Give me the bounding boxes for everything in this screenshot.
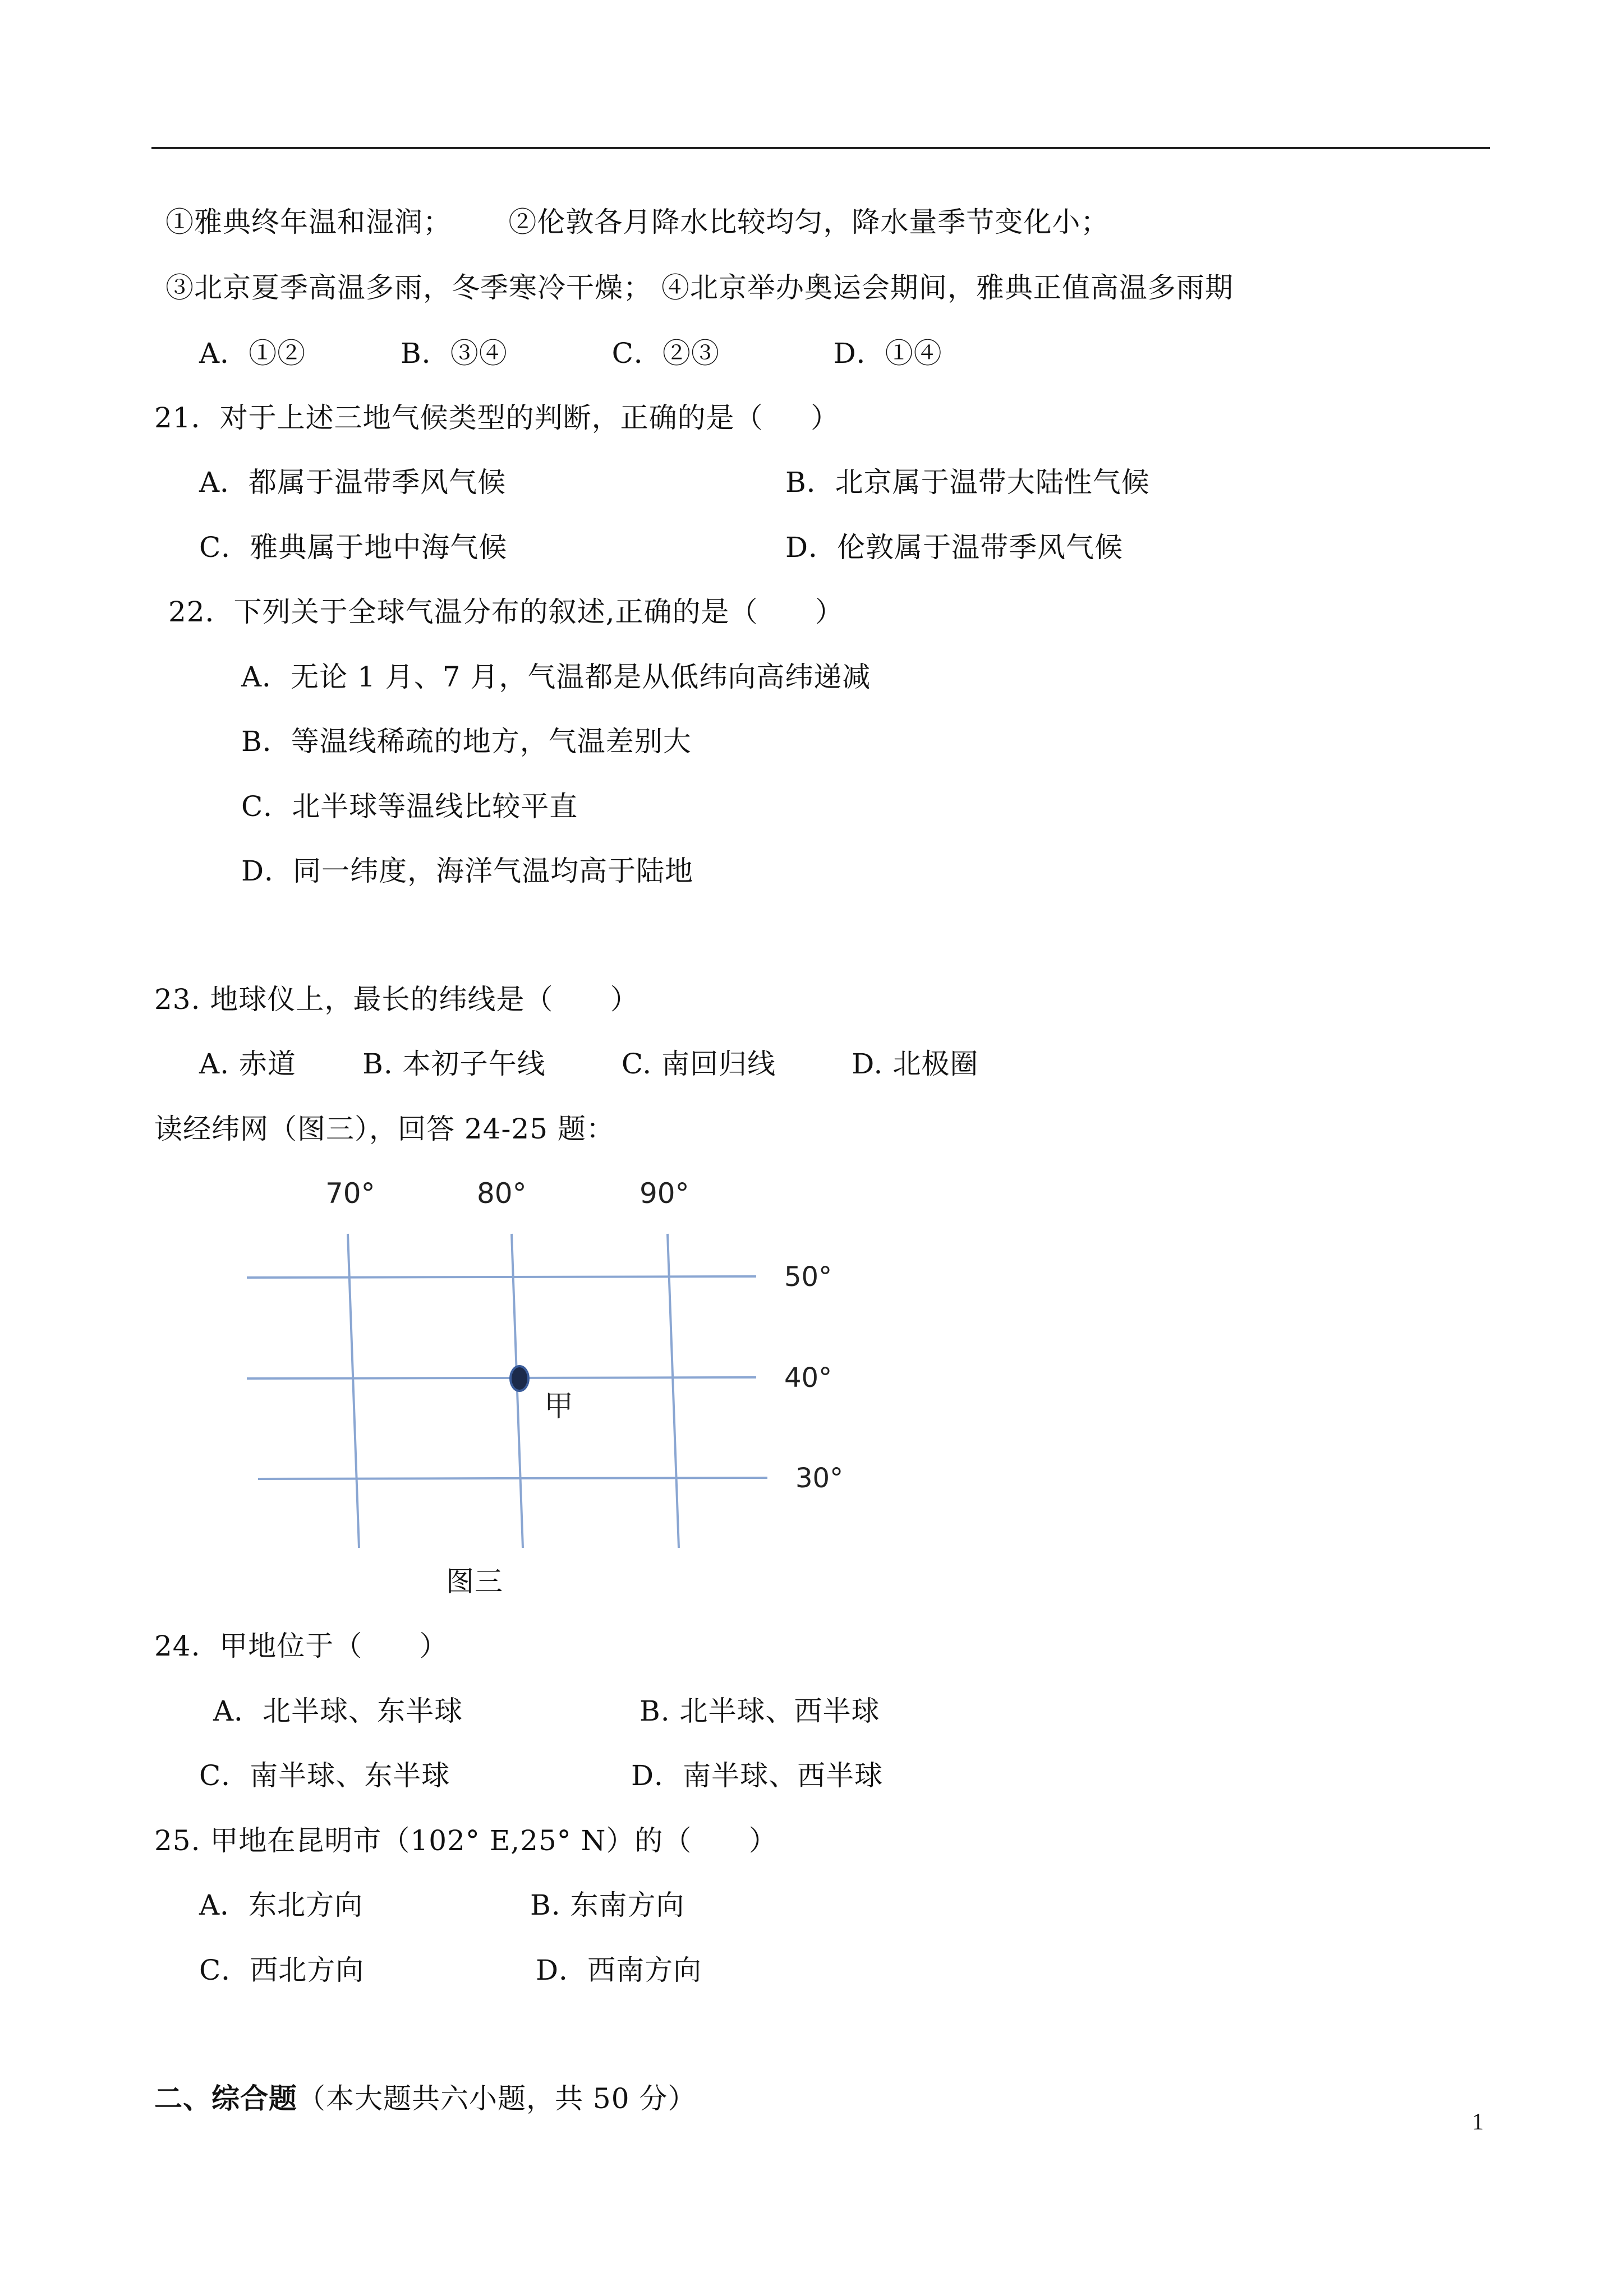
latitude-label-30: 30° bbox=[795, 1463, 844, 1494]
q25-option-a: A．东北方向 bbox=[199, 1889, 364, 1921]
q23-stem: 23. 地球仪上，最长的纬线是（ ） bbox=[154, 983, 639, 1016]
figure-caption: 图三 bbox=[446, 1565, 503, 1598]
q21-option-c: C．雅典属于地中海气候 bbox=[199, 531, 508, 564]
statement-line-1: ①雅典终年温和湿润； ②伦敦各月降水比较均匀，降水量季节变化小； bbox=[165, 206, 1110, 238]
point-jia-label: 甲 bbox=[544, 1390, 574, 1423]
q24-option-b: B. 北半球、西半球 bbox=[640, 1695, 880, 1727]
longitude-line-70 bbox=[348, 1234, 359, 1548]
q22-option-c: C．北半球等温线比较平直 bbox=[241, 790, 578, 823]
q22-stem: 22．下列关于全球气温分布的叙述,正确的是（ ） bbox=[168, 596, 844, 628]
statement-line-2: ③北京夏季高温多雨，冬季寒冷干燥； ④北京举办奥运会期间，雅典正值高温多雨期 bbox=[165, 271, 1234, 304]
q24-option-c: C．南半球、东半球 bbox=[199, 1759, 450, 1792]
header-rule bbox=[151, 147, 1490, 149]
longitude-line-90 bbox=[668, 1234, 679, 1548]
section-2-note: （本大题共六小题，共 50 分） bbox=[297, 2082, 697, 2115]
q21-option-a: A．都属于温带季风气候 bbox=[199, 466, 507, 499]
longitude-label-70: 70° bbox=[325, 1177, 375, 1210]
latitude-line-30 bbox=[258, 1478, 767, 1479]
latitude-label-40: 40° bbox=[784, 1362, 832, 1394]
q22-option-b: B．等温线稀疏的地方，气温差别大 bbox=[241, 725, 692, 758]
point-jia-marker bbox=[510, 1366, 528, 1391]
q22-option-d: D．同一纬度，海洋气温均高于陆地 bbox=[241, 855, 694, 887]
latitude-line-40 bbox=[247, 1377, 756, 1378]
q20-options: A．①② B．③④ C．②③ D．①④ bbox=[199, 337, 942, 370]
figure-intro: 读经纬网（图三），回答 24-25 题： bbox=[154, 1113, 615, 1145]
latitude-label-50: 50° bbox=[784, 1261, 832, 1293]
q24-option-d: D．南半球、西半球 bbox=[631, 1759, 884, 1792]
q24-option-a: A．北半球、东半球 bbox=[213, 1695, 463, 1727]
q21-option-b: B．北京属于温带大陆性气候 bbox=[785, 466, 1150, 499]
grid-lines bbox=[247, 1234, 767, 1548]
longitude-label-90: 90° bbox=[640, 1177, 689, 1210]
longitude-label-80: 80° bbox=[477, 1177, 527, 1210]
lat-long-grid-figure bbox=[247, 1167, 875, 1570]
page-number: 1 bbox=[1472, 2109, 1484, 2135]
q25-option-d: D．西南方向 bbox=[536, 1954, 702, 1986]
q21-option-d: D．伦敦属于温带季风气候 bbox=[785, 531, 1124, 564]
section-2-heading-line bbox=[154, 2082, 696, 2115]
q25-option-b: B. 东南方向 bbox=[530, 1889, 685, 1921]
section-2-heading: 二、综合题 bbox=[154, 2082, 297, 2115]
q24-stem: 24. 甲地位于（ ） bbox=[154, 1630, 448, 1662]
latitude-line-50 bbox=[247, 1276, 756, 1278]
q25-stem: 25. 甲地在昆明市（102° E,25° N）的（ ） bbox=[154, 1824, 778, 1857]
q21-stem: 21．对于上述三地气候类型的判断，正确的是（ ） bbox=[154, 402, 840, 434]
q23-options: A. 赤道 B. 本初子午线 C. 南回归线 D. 北极圈 bbox=[199, 1048, 979, 1080]
q22-option-a: A．无论 1 月、7 月，气温都是从低纬向高纬递减 bbox=[241, 661, 871, 693]
q25-option-c: C．西北方向 bbox=[199, 1954, 365, 1986]
